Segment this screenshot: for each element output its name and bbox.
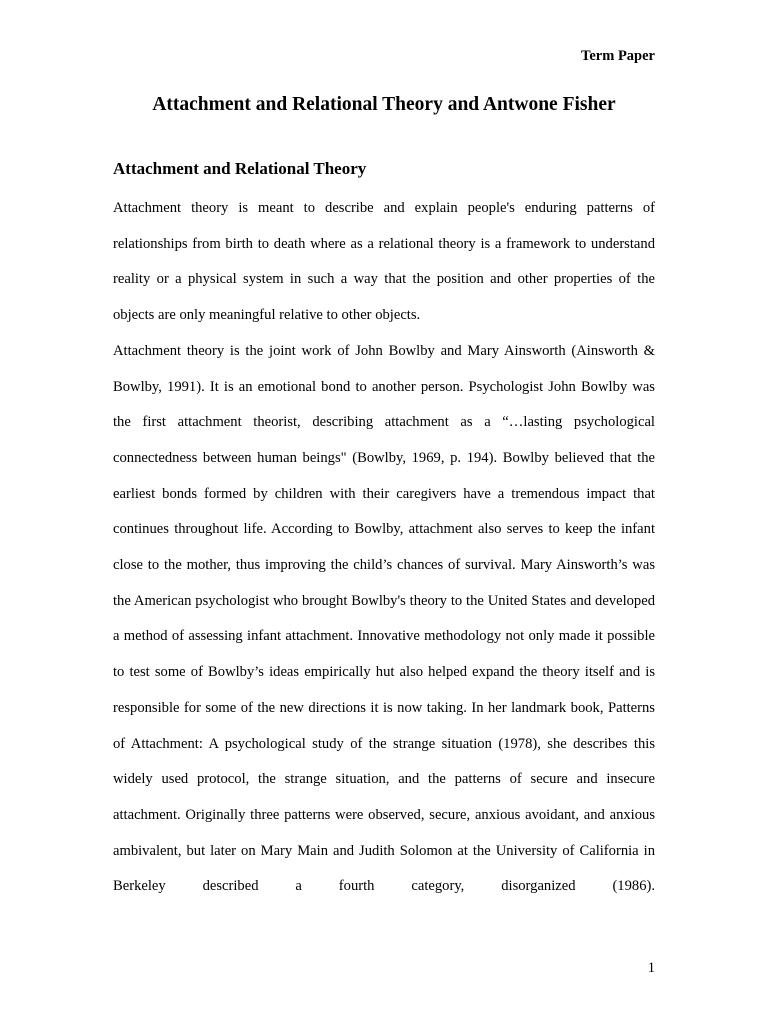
section-heading: Attachment and Relational Theory	[113, 159, 367, 178]
page-number: 1	[647, 960, 655, 976]
paragraph-intro: Attachment theory is meant to describe and explain people's enduring patterns of relationships from birth to death where as a relational theory is a framework to understand reality or a physical system in such a way that the position and other properties of the objects are only meaningful relative to other objects.	[113, 200, 655, 324]
document-title: Attachment and Relational Theory and Antwone Fisher	[152, 94, 616, 115]
paragraph-attachment-theory: Attachment theory is the joint work of John Bowlby and Mary Ainsworth (Ainsworth & Bowlby, 1991). It is an emotional bond to another person. Psychologist John Bowlby was the first attachment theorist, describing attachment as a “…lasting psychological connectedness between human beings" (Bowlby, 1969, p. 194). Bowlby believed that the earliest bonds formed by children with their caregivers have a tremendous impact that continues throughout life. According to Bowlby, attachment also serves to keep the infant close to the mother, thus improving the child’s chances of survival. Mary Ainsworth’s was the American psychologist who brought Bowlby's theory to the United States and developed a method of assessing infant attachment. Innovative methodology not only made it possible to test some of Bowlby’s ideas empirically hut also helped expand the theory itself and is responsible for some of the new directions it is now taking. In her landmark book, Patterns of Attachment: A psychological study of the strange situation (1978), she describes this widely used protocol, the strange situation, and the patterns of secure and insecure attachment. Originally three patterns were observed, secure, anxious avoidant, and anxious ambivalent, but later on Mary Main and Judith Solomon at the University of California in Berkeley described a fourth category, disorganized (1986).	[113, 342, 655, 895]
running-head: Term Paper	[581, 48, 655, 64]
body-text	[113, 191, 655, 905]
